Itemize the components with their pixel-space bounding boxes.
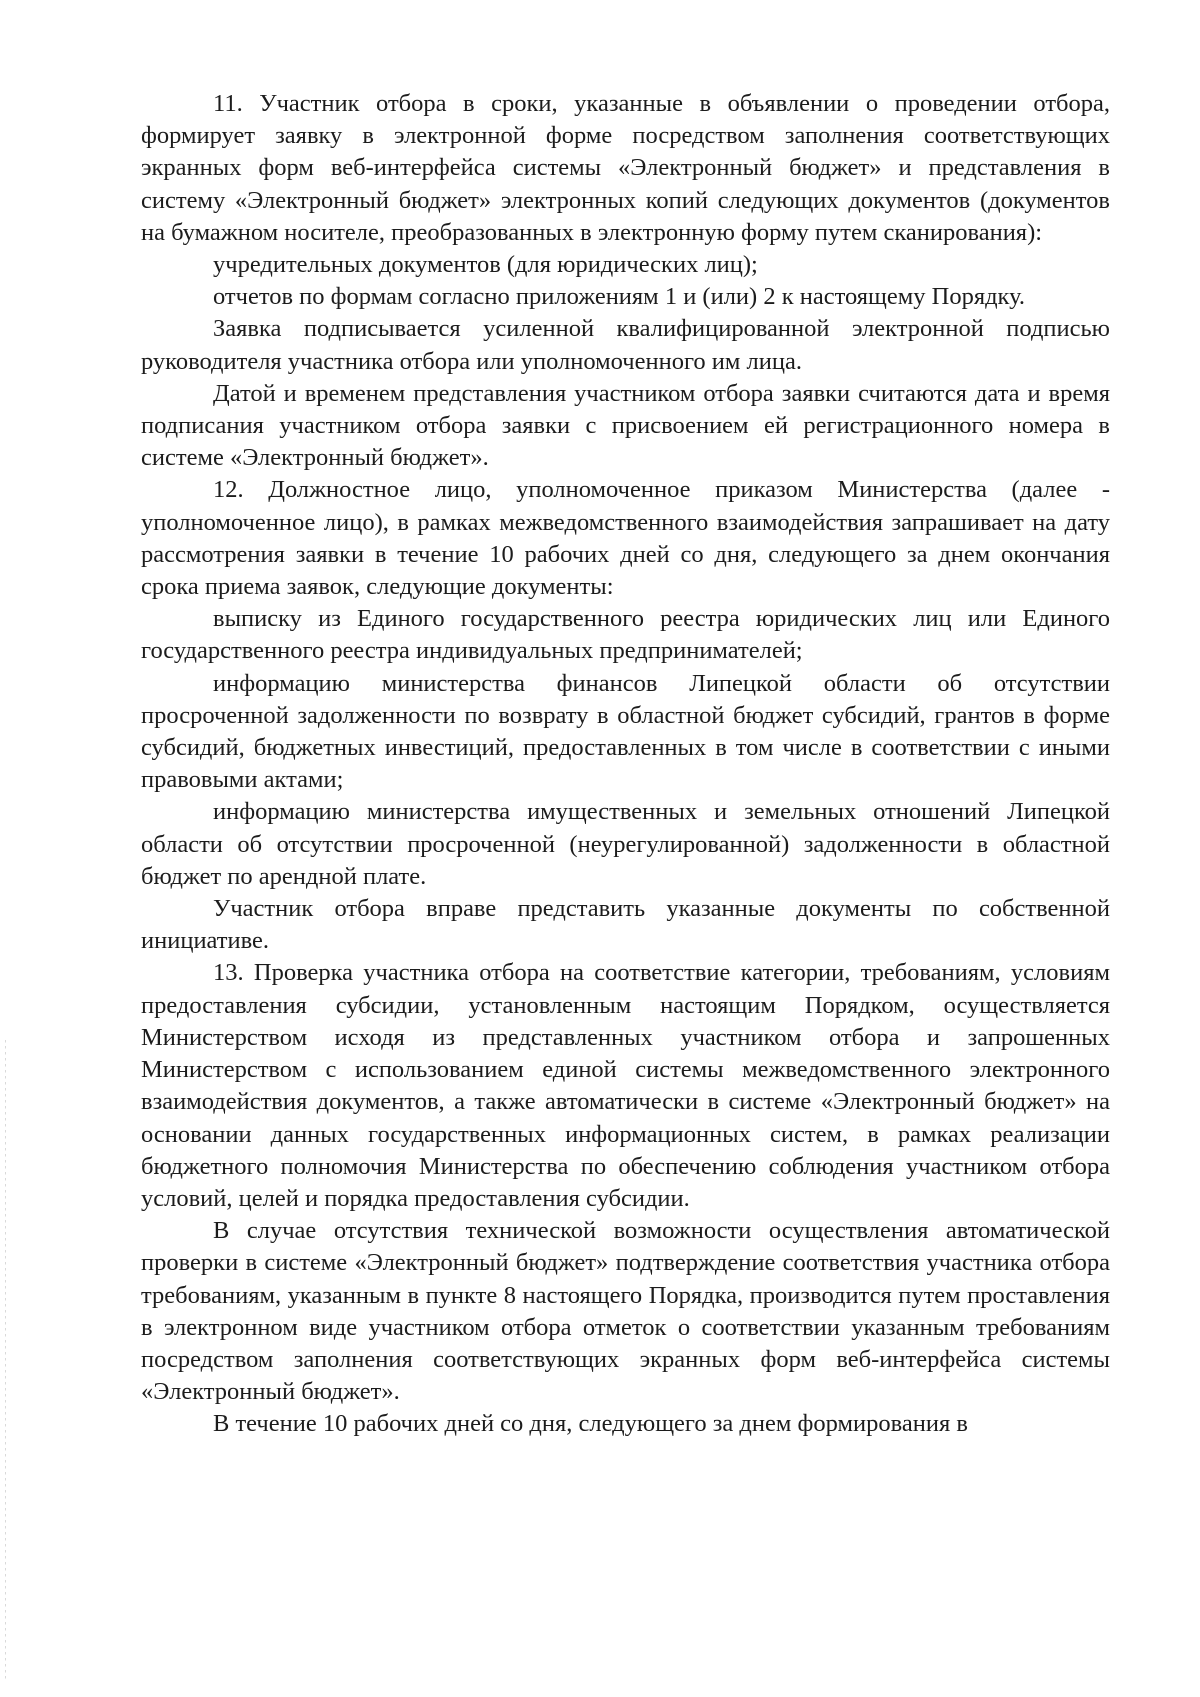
- document-body: [141, 88, 1110, 1441]
- list-item-property-info: информацию министерства имущественных и земельных отношений Липецкой области об отсутствии просроченной (неурегулированной) задолженности в областной бюджет по арендной плате.: [141, 798, 1110, 890]
- paragraph-10-working-days: В течение 10 рабочих дней со дня, следующего за днем формирования в: [213, 1410, 968, 1438]
- paragraph-signature: Заявка подписывается усиленной квалифицированной электронной подписью руководителя участника отбора или уполномоченного им лица.: [141, 315, 1110, 375]
- paragraph-11-intro: 11. Участник отбора в сроки, указанные в объявлении о проведении отбора, формирует заявку в электронной форме посредством заполнения соответствующих экранных форм веб-интерфейса системы «Электронный бюджет» и представления в систему «Электронный бюджет» электронных копий следующих документов (документов на бумажном носителе, преобразованных в электронную форму путем сканирования):: [141, 90, 1110, 246]
- list-item-finance-info: информацию министерства финансов Липецкой области об отсутствии просроченной задолженности по возврату в областной бюджет субсидий, грантов в форме субсидий, бюджетных инвестиций, предоставленных в том числе в соответствии с иными правовыми актами;: [141, 669, 1110, 794]
- paragraph-submission-date: Датой и временем представления участником отбора заявки считаются дата и время подписания участником отбора заявки с присвоением ей регистрационного номера в системе «Электронный бюджет».: [141, 379, 1110, 472]
- list-item-registry-extract: выписку из Единого государственного реестра юридических лиц или Единого государственного реестра индивидуальных предпринимателей;: [141, 605, 1110, 665]
- paragraph-13-intro: 13. Проверка участника отбора на соответствие категории, требованиям, условиям предоставления субсидии, установленным настоящим Порядком, осуществляется Министерством исходя из представленных участником отбора и запрошенных Министерством с использованием единой системы межведомственного электронного взаимодействия документов, а также автоматически в системе «Электронный бюджет» на основании данных государственных информационных систем, в рамках реализации бюджетного полномочия Министерства по обеспечению соблюдения участником отбора условий, целей и порядка предоставления субсидии.: [141, 959, 1110, 1212]
- list-item-reports: отчетов по формам согласно приложениям 1 и (или) 2 к настоящему Порядку.: [213, 283, 1026, 311]
- paragraph-no-technical-possibility: В случае отсутствия технической возможности осуществления автоматической проверки в системе «Электронный бюджет» подтверждение соответствия участника отбора требованиям, указанным в пункте 8 настоящего Порядка, производится путем проставления в электронном виде участником отбора отметок о соответствии указанным требованиям посредством заполнения соответствующих экранных форм веб-интерфейса системы «Электронный бюджет».: [141, 1217, 1110, 1406]
- list-item-constituent-docs: учредительных документов (для юридических лиц);: [213, 251, 758, 279]
- scan-edge-artifact: [5, 1040, 6, 1680]
- paragraph-own-initiative: Участник отбора вправе представить указанные документы по собственной инициативе.: [141, 895, 1110, 955]
- paragraph-12-intro: 12. Должностное лицо, уполномоченное приказом Министерства (далее - уполномоченное лицо), в рамках межведомственного взаимодействия запрашивает на дату рассмотрения заявки в течение 10 рабочих дней со дня, следующего за днем окончания срока приема заявок, следующие документы:: [141, 476, 1110, 601]
